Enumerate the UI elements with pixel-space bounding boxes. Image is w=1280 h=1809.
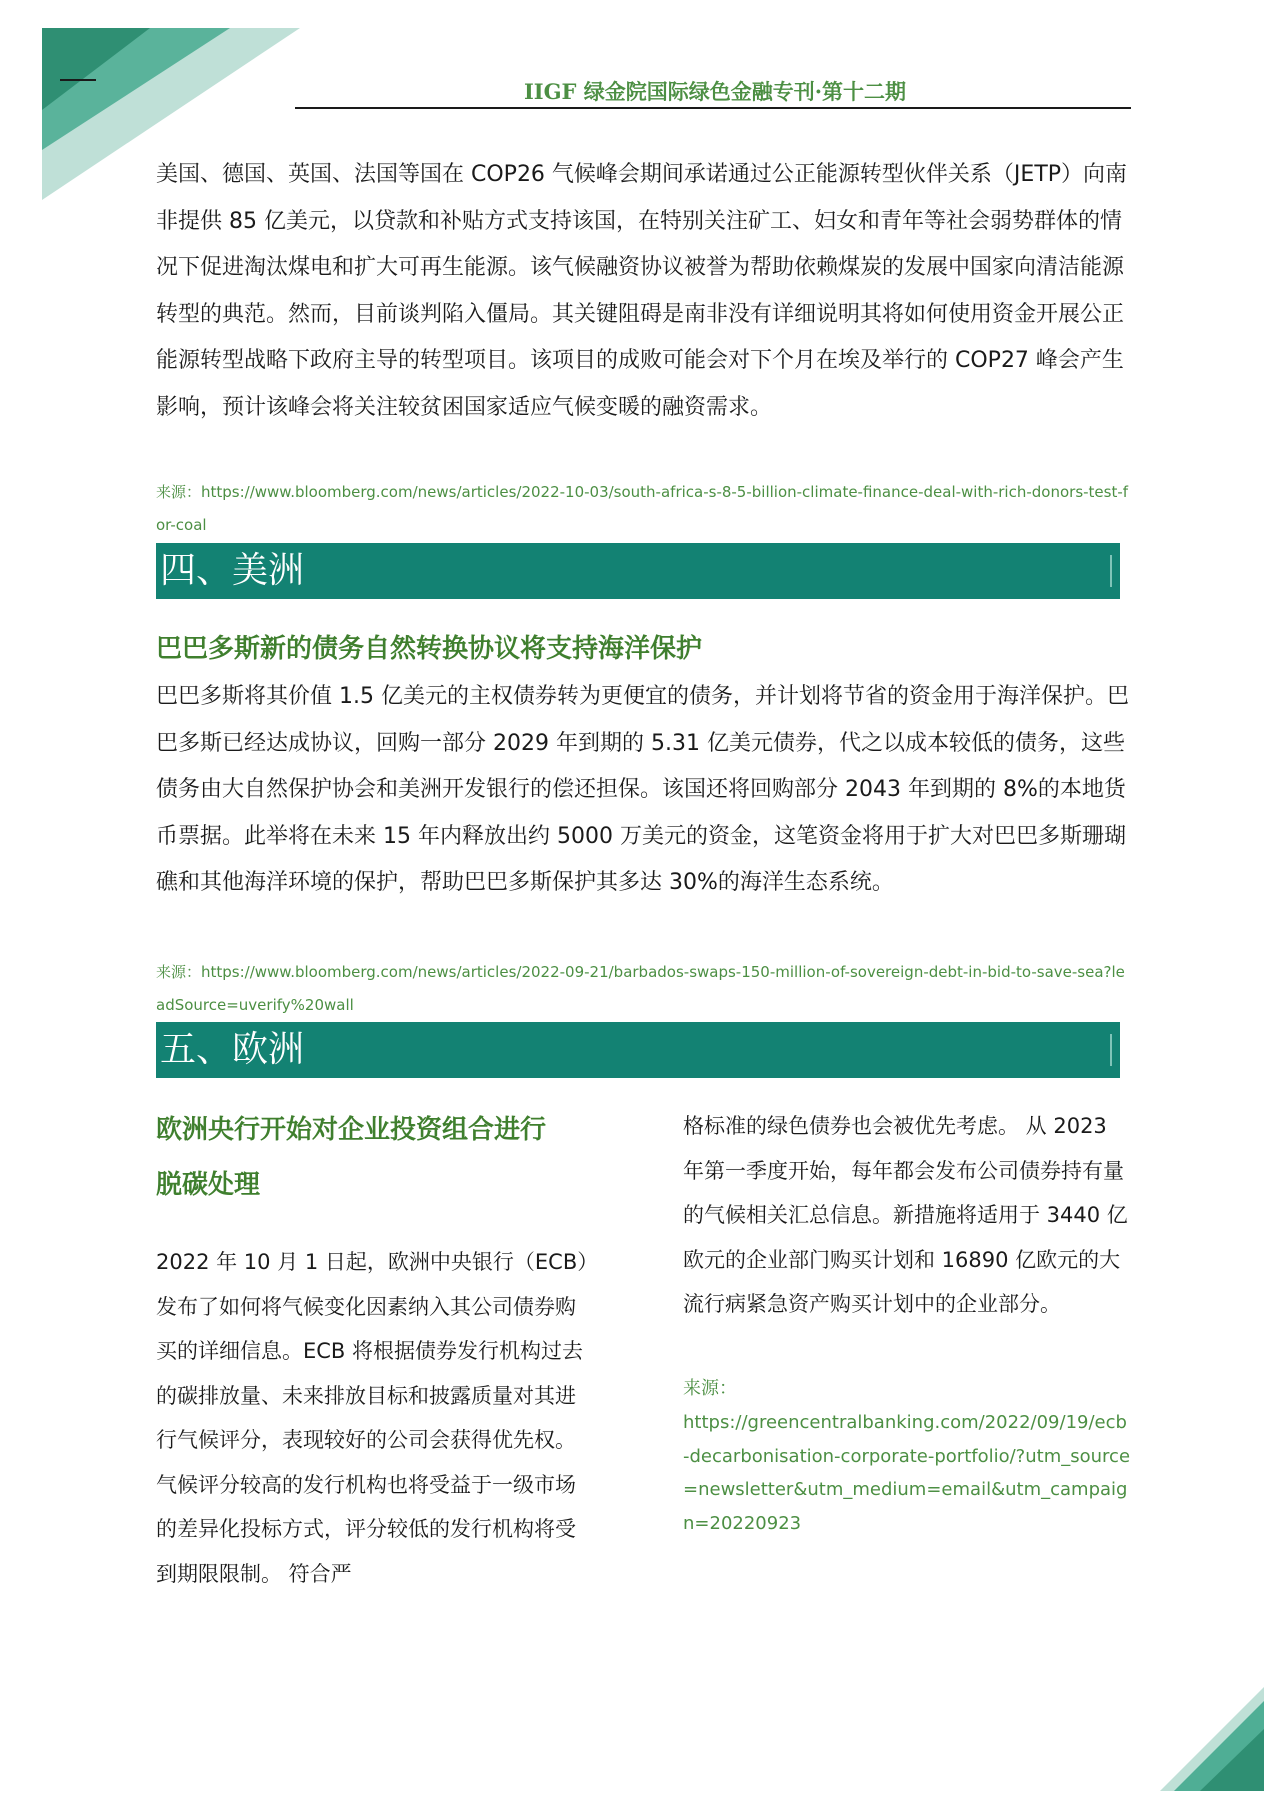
ecb-article-right-column: 格标准的绿色债券也会被优先考虑。 从 2023 年第一季度开始，每年都会发布公司债券持有量的气候相关汇总信息。新措施将适用于 3440 亿欧元的企业部门购买计划和 16890 亿欧元的大流行病紧急资产购买计划中的企业部分。 bbox=[683, 1114, 1128, 1316]
ecb-article-title-line2: 脱碳处理 bbox=[156, 1170, 261, 1200]
barbados-article-title: 巴巴多斯新的债务自然转换协议将支持海洋保护 bbox=[156, 634, 703, 664]
africa-article-paragraph: 美国、德国、英国、法国等国在 COP26 气候峰会期间承诺通过公正能源转型伙伴关系（JETP）向南非提供 85 亿美元，以贷款和补贴方式支持该国，在特别关注矿工、妇女和青年等社会弱势群体的情况下促进淘汰煤电和扩大可再生能源。该气候融资协议被誉为帮助依赖煤炭的发展中国家向清洁能源转型的典范。然而，目前谈判陷入僵局。其关键阻碍是南非没有详细说明其将如何使用资金开展公正能源转型战略下政府主导的转型项目。该项目的成败可能会对下个月在埃及举行的 COP27 峰会产生影响，预计该峰会将关注较贫困国家适应气候变暖的融资需求。 bbox=[156, 162, 1128, 420]
ecb-source-link[interactable]: https://greencentralbanking.com/2022/09/19/ecb-decarbonisation-corporate-portfolio/?utm_source=newsletter&utm_medium=email&utm_campaign=20220923 bbox=[683, 1412, 1131, 1534]
corner-decoration-bottom-right bbox=[1140, 1679, 1280, 1809]
section-band-europe bbox=[156, 1022, 1120, 1078]
section-band-americas bbox=[156, 543, 1120, 599]
barbados-article-source: 来源：https://www.bloomberg.com/news/articles/2022-09-21/barbados-swaps-150-million-of-sovereign-debt-in-bid-to-save-sea?leadSource=uverify%20wall bbox=[156, 963, 1125, 1014]
page-header-title: IIGF 绿金院国际绿色金融专刊·第十二期 bbox=[523, 79, 907, 104]
header-rule bbox=[295, 107, 1131, 109]
band-marker bbox=[1110, 555, 1112, 587]
ecb-article-left-column: 2022 年 10 月 1 日起，欧洲中央银行（ECB）发布了如何将气候变化因素纳入其公司债券购买的详细信息。ECB 将根据债券发行机构过去的碳排放量、未来排放目标和披露质量对其进行气候评分，表现较好的公司会获得优先权。 气候评分较高的发行机构也将受益于一级市场的差异化投标方式，评分较低的发行机构将受到期限限制。 符合严 bbox=[156, 1250, 588, 1586]
band-marker bbox=[1110, 1034, 1112, 1066]
header-dash bbox=[60, 79, 96, 81]
section-title-europe: 五、欧洲 bbox=[160, 1029, 305, 1070]
barbados-article-paragraph: 巴巴多斯将其价值 1.5 亿美元的主权债券转为更便宜的债务，并计划将节省的资金用于海洋保护。巴巴多斯已经达成协议，回购一部分 2029 年到期的 5.31 亿美元债券，代之以成本较低的债务，这些债务由大自然保护协会和美洲开发银行的偿还担保。该国还将回购部分 2043 年到期的 8%的本地货币票据。此举将在未来 15 年内释放出约 5000 万美元的资金，这笔资金将用于扩大对巴巴多斯珊瑚礁和其他海洋环境的保护，帮助巴巴多斯保护其多达 30%的海洋生态系统。 bbox=[156, 684, 1129, 895]
ecb-source-label: 来源： bbox=[683, 1378, 737, 1399]
ecb-article-title-line1: 欧洲央行开始对企业投资组合进行 bbox=[156, 1115, 547, 1145]
africa-article-source: 来源：https://www.bloomberg.com/news/articles/2022-10-03/south-africa-s-8-5-billion-climate-finance-deal-with-rich-donors-test-for-coal bbox=[156, 483, 1129, 534]
section-title-americas: 四、美洲 bbox=[160, 550, 305, 591]
